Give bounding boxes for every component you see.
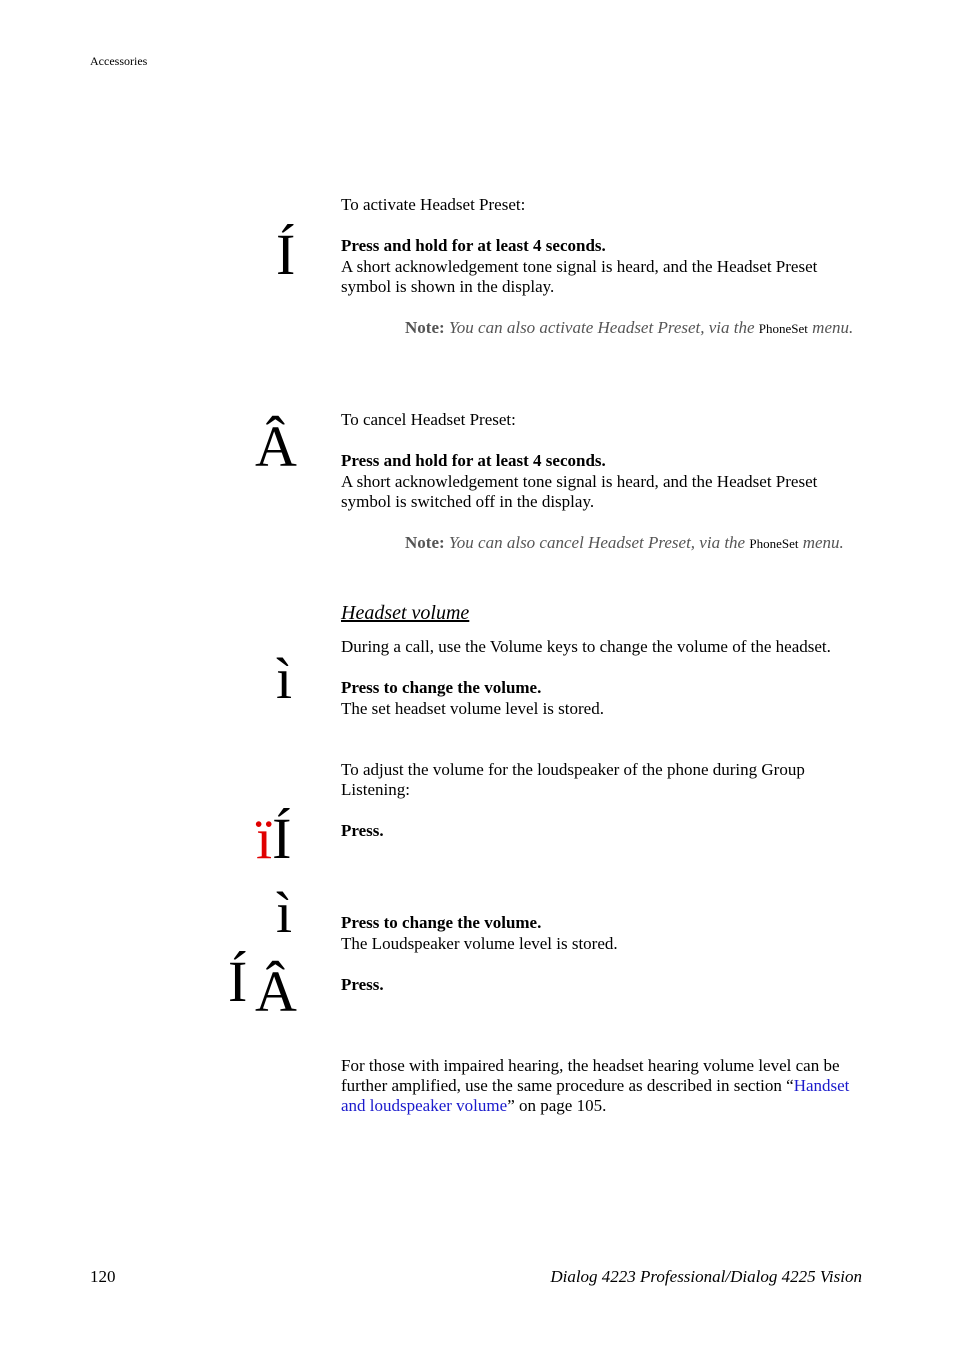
volume-instruction: Press to change the volume. — [341, 678, 542, 697]
cancel-note — [405, 532, 885, 554]
step2-instruction: Press to change the volume. — [341, 913, 542, 932]
volume-key-icon: ì — [276, 646, 293, 711]
activate-intro: To activate Headset Preset: — [341, 195, 526, 214]
note-menu-name: PhoneSet — [758, 321, 808, 336]
impaired-hearing-paragraph — [341, 1056, 861, 1116]
impaired-text-after: ” on page 105. — [507, 1096, 607, 1115]
cancel-result: A short acknowledgement tone signal is heard, and the Headset Preset symbol is switched off in the display. — [341, 472, 818, 511]
volume-result: The set headset volume level is stored. — [341, 699, 604, 718]
note-label: Note: — [405, 318, 445, 337]
note-text: You can also cancel Headset Preset, via the — [448, 533, 746, 552]
volume-intro: During a call, use the Volume keys to change the volume of the headset. — [341, 637, 831, 656]
activate-note — [405, 317, 865, 339]
page-number: 120 — [90, 1267, 116, 1286]
activate-result: A short acknowledgement tone signal is heard, and the Headset Preset symbol is shown in the display. — [341, 257, 818, 296]
clear-key-icon: Â — [255, 959, 297, 1024]
note-end: menu. — [812, 318, 854, 337]
note-end: menu. — [802, 533, 844, 552]
note-label: Note: — [405, 533, 445, 552]
loudspeaker-key-icon: ï — [256, 806, 273, 871]
step2-result: The Loudspeaker volume level is stored. — [341, 934, 618, 953]
cancel-intro: To cancel Headset Preset: — [341, 410, 516, 429]
group-listening-intro: To adjust the volume for the loudspeaker of the phone during Group Listening: — [341, 760, 805, 799]
handset-volume-link[interactable]: Handset and loudspeaker volume — [341, 1076, 850, 1115]
running-head: Accessories — [90, 54, 148, 68]
group-listening-key-icon — [256, 806, 292, 871]
activate-instruction: Press and hold for at least 4 seconds. — [341, 236, 606, 255]
headset-key-icon: Í — [228, 949, 248, 1014]
step3-instruction: Press. — [341, 975, 384, 994]
clear-key-icon: Â — [255, 414, 297, 479]
headset-key-icon: Í — [272, 806, 292, 871]
cancel-instruction: Press and hold for at least 4 seconds. — [341, 451, 606, 470]
headset-key-icon: Í — [276, 222, 296, 287]
volume-key-icon: ì — [276, 880, 293, 945]
section-heading-headset-volume: Headset volume — [341, 602, 470, 624]
step1-instruction: Press. — [341, 821, 384, 840]
footer-product-title: Dialog 4223 Professional/Dialog 4225 Vision — [550, 1267, 862, 1286]
note-text: You can also activate Headset Preset, via the — [448, 318, 755, 337]
note-menu-name: PhoneSet — [749, 536, 799, 551]
impaired-text-before: For those with impaired hearing, the headset hearing volume level can be further amplified, use the same procedure as described in section “ — [341, 1056, 840, 1095]
